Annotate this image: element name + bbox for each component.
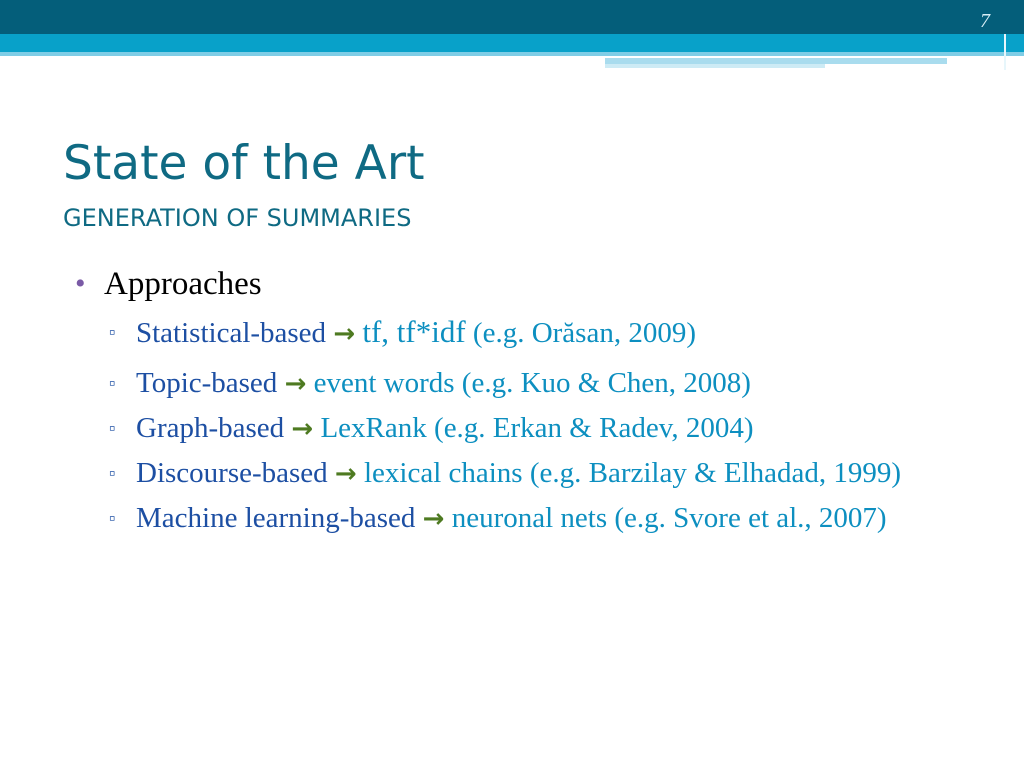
list-item bbox=[75, 410, 1010, 447]
method-label: Discourse-based bbox=[136, 457, 328, 489]
technique-label: lexical chains bbox=[363, 457, 523, 489]
reference-label: (e.g. Barzilay & Elhadad, 1999) bbox=[529, 457, 902, 489]
header-top-band bbox=[0, 0, 1024, 34]
header-stripe bbox=[0, 34, 1024, 52]
list-item bbox=[75, 455, 1010, 492]
square-bullet-icon: ▫ bbox=[109, 508, 116, 528]
reference-label: (e.g. Orăsan, 2009) bbox=[472, 317, 696, 349]
square-bullet-icon: ▫ bbox=[109, 322, 116, 342]
slide-title: State of the Art bbox=[63, 136, 425, 191]
method-label: Machine learning-based bbox=[136, 502, 416, 534]
arrow-right-icon: → bbox=[333, 319, 356, 349]
header-corner-line bbox=[1004, 34, 1006, 70]
technique-label: tf, tf*idf bbox=[362, 314, 466, 349]
square-bullet-icon: ▫ bbox=[109, 463, 116, 483]
technique-label: event words bbox=[313, 367, 455, 399]
header-stripe-accent-2 bbox=[605, 64, 825, 68]
method-label: Statistical-based bbox=[136, 317, 327, 349]
arrow-right-icon: → bbox=[422, 504, 445, 534]
square-bullet-icon: ▫ bbox=[109, 418, 116, 438]
method-label: Topic-based bbox=[136, 367, 278, 399]
arrow-right-icon: → bbox=[291, 414, 314, 444]
header-stripe-light bbox=[0, 52, 1024, 56]
arrow-right-icon: → bbox=[284, 369, 307, 399]
list-item bbox=[75, 500, 1010, 537]
arrow-right-icon: → bbox=[334, 459, 357, 489]
bullet-dot-icon: • bbox=[75, 267, 86, 300]
slide-subtitle: GENERATION OF SUMMARIES bbox=[63, 204, 412, 232]
technique-label: neuronal nets bbox=[451, 502, 608, 534]
slide-content bbox=[75, 262, 1010, 537]
reference-label: (e.g. Kuo & Chen, 2008) bbox=[461, 367, 751, 399]
reference-label: (e.g. Erkan & Radev, 2004) bbox=[434, 412, 754, 444]
list-item bbox=[75, 314, 1010, 352]
square-bullet-icon: ▫ bbox=[109, 373, 116, 393]
bullet-heading: Approaches bbox=[104, 266, 262, 302]
technique-label: LexRank bbox=[320, 412, 427, 444]
bullet-approaches bbox=[75, 262, 1010, 306]
reference-label: (e.g. Svore et al., 2007) bbox=[614, 502, 887, 534]
list-item bbox=[75, 365, 1010, 402]
slide-number: 7 bbox=[980, 10, 990, 32]
method-label: Graph-based bbox=[136, 412, 285, 444]
